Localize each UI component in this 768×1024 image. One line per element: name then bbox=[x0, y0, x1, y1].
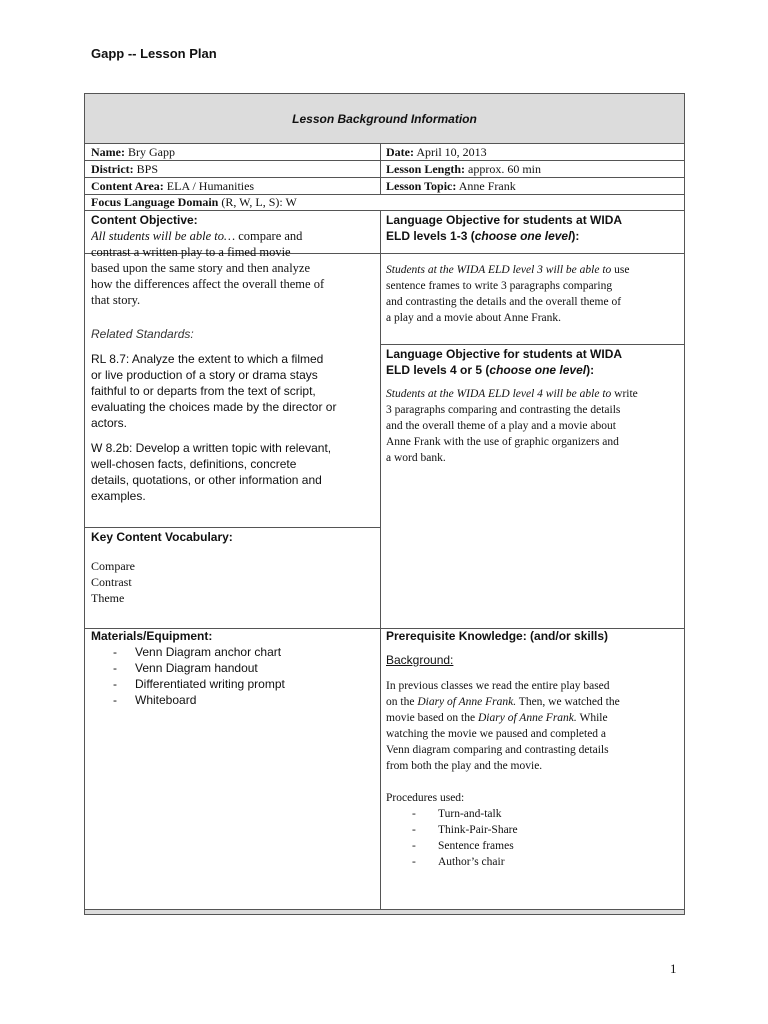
lesson-length-field: Lesson Length: approx. 60 min bbox=[386, 162, 542, 176]
vocab-word: Contrast bbox=[91, 575, 132, 589]
vocab-word: Compare bbox=[91, 559, 135, 573]
language-objective-levels-1-3: Language Objective for students at WIDA ELD levels 1-3 (choose one level): Students at the WIDA ELD level 3 will be able to use sentence frames to write 3 paragraphs comparing and contrasting the details and the overall theme of a play and a movie about Anne Frank. bbox=[386, 213, 630, 324]
list-item: - Differentiated writing prompt bbox=[113, 677, 285, 691]
materials-cell: Materials/Equipment: - Venn Diagram anchor chart - Venn Diagram handout - Differentiated writing prompt - Whiteboard bbox=[91, 628, 377, 708]
list-item: - Venn Diagram handout bbox=[113, 661, 258, 675]
table-footer-strip bbox=[85, 910, 684, 914]
name-field: Name: Bry Gapp bbox=[91, 145, 175, 159]
lesson-topic-field: Lesson Topic: Anne Frank bbox=[386, 179, 516, 193]
content-objective-label: Content Objective: bbox=[91, 213, 198, 227]
list-item: - Venn Diagram anchor chart bbox=[113, 645, 282, 659]
standard-w: W 8.2b: Develop a written topic with relevant, well-chosen facts, definitions, concrete details, quotations, or other information and examples. bbox=[91, 441, 332, 503]
vocab-word: Theme bbox=[91, 591, 125, 605]
content-objective-cell: Content Objective: All students will be able to… compare and contrast a written play to a fimed movie based upon the same story and then analyze how the differences affect the overall theme of that story. Related Standards: RL 8.7: Analyze the extent to which a filmed or live production of a story or drama stays faithful to or departs from the text of script, evaluating the choices made by the director or actors. W 8.2b: Develop a written topic with relevant, well-chosen facts, definitions, concrete details, quotations, or other information and examples. bbox=[91, 212, 377, 504]
table-header bbox=[85, 94, 684, 144]
focus-language-domain-field: Focus Language Domain (R, W, L, S): W bbox=[91, 195, 297, 209]
page-number: 1 bbox=[670, 961, 677, 976]
background-label: Background: bbox=[386, 653, 454, 667]
document-title: Gapp -- Lesson Plan bbox=[91, 46, 217, 61]
list-item: - Whiteboard bbox=[113, 693, 197, 707]
district-field: District: BPS bbox=[91, 162, 159, 176]
list-item: - Sentence frames bbox=[412, 840, 514, 852]
related-standards-label: Related Standards: bbox=[91, 327, 194, 341]
lesson-table bbox=[84, 93, 685, 915]
key-vocabulary-cell: Key Content Vocabulary: Compare Contrast Theme bbox=[91, 529, 377, 606]
list-item: - Think-Pair-Share bbox=[412, 824, 518, 836]
language-objective-levels-4-5: Language Objective for students at WIDA ELD levels 4 or 5 (choose one level): Students at the WIDA ELD level 4 will be able to write 3 paragraphs comparing and contrasting the details and the overall theme of a play and a movie about Anne Frank with the use of graphic organizers and a word bank. bbox=[386, 347, 638, 464]
list-item: - Author’s chair bbox=[412, 856, 505, 868]
list-item: - Turn-and-talk bbox=[412, 808, 502, 820]
prerequisite-knowledge-cell: Prerequisite Knowledge: (and/or skills) Background: In previous classes we read the entire play based on the Diary of Anne Frank. Then, we watched the movie based on the Diary of Anne Frank. While watching the movie we paused and completed a Venn diagram comparing and contrasting details from both the play and the movie. Procedures used: - Turn-and-talk - Think-Pair-Share - Sentence frames - Author’s chair bbox=[386, 628, 682, 870]
date-field: Date: April 10, 2013 bbox=[386, 145, 487, 159]
standard-rl: RL 8.7: Analyze the extent to which a filmed or live production of a story or drama stays faithful to or departs from the text of script, evaluating the choices made by the director or actors. bbox=[91, 352, 337, 430]
header-title: Lesson Background Information bbox=[292, 111, 477, 126]
content-area-field: Content Area: ELA / Humanities bbox=[91, 179, 255, 193]
